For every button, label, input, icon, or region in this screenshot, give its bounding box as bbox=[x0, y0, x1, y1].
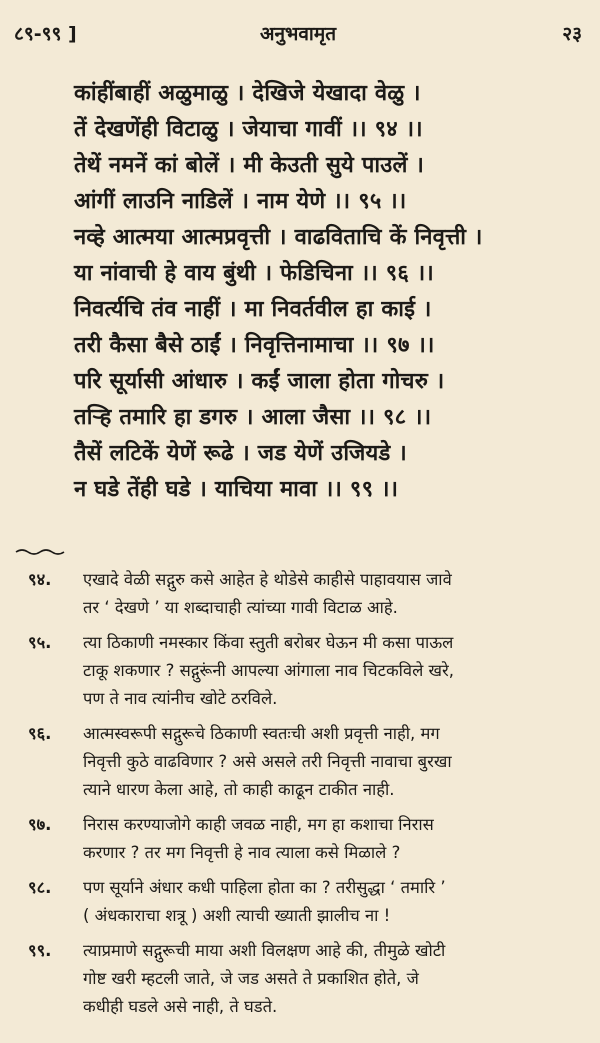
verse-range: ८९-९९ ] bbox=[14, 23, 77, 45]
note-line: त्या ठिकाणी नमस्कार किंवा स्तुती बरोबर घेऊन मी कसा पाऊल bbox=[83, 633, 454, 652]
commentary-note bbox=[28, 566, 588, 622]
note-line: करणार ? तर मग निवृत्ती हे नाव त्याला कसे मिळाले ? bbox=[83, 843, 401, 862]
section-separator bbox=[15, 548, 65, 556]
verse-line: तें देखणेंही विटाळु । जेयाचा गावीं ।। ९४ ।। bbox=[74, 117, 423, 142]
note-number: ९६. bbox=[28, 724, 52, 743]
note-line: निरास करण्याजोगे काही जवळ नाही, मग हा कशाचा निरास bbox=[83, 815, 434, 834]
note-line: त्याने धारण केला आहे, तो काही काढून टाकीत नाही. bbox=[83, 780, 395, 799]
note-line: निवृत्ती कुठे वाढविणार ? असे असले तरी निवृत्ती नावाचा बुरखा bbox=[83, 752, 452, 771]
verse-line: कांहींबाहीं अळुमाळु । देखिजे येखादा वेळु । bbox=[74, 81, 421, 106]
verse-line: निवर्त्यचि तंव नाहीं । मा निवर्तवील हा काई । bbox=[74, 297, 432, 322]
verse-line: तऱ्हि तमारि हा डगरु । आला जैसा ।। ९८ ।। bbox=[74, 405, 432, 430]
note-line: आत्मस्वरूपी सद्गुरूचे ठिकाणी स्वतःची अशी प्रवृत्ती नाही, मग bbox=[83, 724, 440, 743]
note-line: एखादे वेळी सद्गुरु कसे आहेत हे थोडेसे काहीसे पाहावयास जावे bbox=[83, 570, 452, 589]
verse-line: आंगीं लाउनि नाडिलें । नाम येणे ।। ९५ ।। bbox=[74, 189, 407, 214]
note-line: गोष्ट खरी म्हटली जाते, जे जड असते ते प्रकाशित होते, जे bbox=[83, 969, 419, 988]
note-number: ९४. bbox=[28, 570, 52, 589]
verse-block bbox=[74, 76, 584, 508]
verse-line: तरी कैसा बैसे ठाईं । निवृत्तिनामाचा ।। ९७ ।। bbox=[74, 333, 435, 358]
note-line: ( अंधकाराचा शत्रू ) अशी त्याची ख्याती झालीच ना ! bbox=[83, 906, 391, 925]
commentary-note bbox=[28, 874, 588, 930]
note-number: ९७. bbox=[28, 815, 52, 834]
commentary-note bbox=[28, 937, 588, 1021]
page-number: २३ bbox=[562, 23, 582, 45]
note-line: कधीही घडले असे नाही, ते घडते. bbox=[83, 997, 278, 1016]
note-line: पण सूर्याने अंधार कधी पाहिला होता का ? तरीसुद्धा ‘ तमारि ’ bbox=[83, 878, 446, 897]
verse-line: न घडे तेंही घडे । याचिया मावा ।। ९९ ।। bbox=[74, 477, 399, 502]
commentary-block bbox=[28, 566, 588, 1028]
verse-line: परि सूर्यासी आंधारु । कईं जाला होता गोचरु । bbox=[74, 369, 445, 394]
note-line: टाकू शकणार ? सद्गुरूंनी आपल्या आंगाला नाव चिटकविले खरे, bbox=[83, 661, 454, 680]
book-title: अनुभवामृत bbox=[259, 23, 337, 45]
note-number: ९९. bbox=[28, 941, 52, 960]
verse-line: तेथें नमनें कां बोलें । मी केउती सुये पाउलें । bbox=[74, 153, 424, 178]
note-line: पण ते नाव त्यांनीच खोटे ठरविले. bbox=[83, 689, 278, 708]
commentary-note bbox=[28, 811, 588, 867]
page-header bbox=[14, 20, 582, 50]
note-line: तर ‘ देखणे ’ या शब्दाचाही त्यांच्या गावी विटाळ आहे. bbox=[83, 598, 398, 617]
note-number: ९५. bbox=[28, 633, 52, 652]
verse-line: या नांवाची हे वाय बुंथी । फेडिचिना ।। ९६ ।। bbox=[74, 261, 434, 286]
note-number: ९८. bbox=[28, 878, 52, 897]
note-line: त्याप्रमाणे सद्गुरूची माया अशी विलक्षण आहे की, तीमुळे खोटी bbox=[83, 941, 446, 960]
verse-line: नव्हे आत्मया आत्मप्रवृत्ती । वाढविताचि कें निवृत्ती । bbox=[74, 225, 483, 250]
commentary-note bbox=[28, 720, 588, 804]
commentary-note bbox=[28, 629, 588, 713]
verse-line: तैसें लटिकें येणें रूढे । जड येणें उजियडे । bbox=[74, 441, 407, 466]
